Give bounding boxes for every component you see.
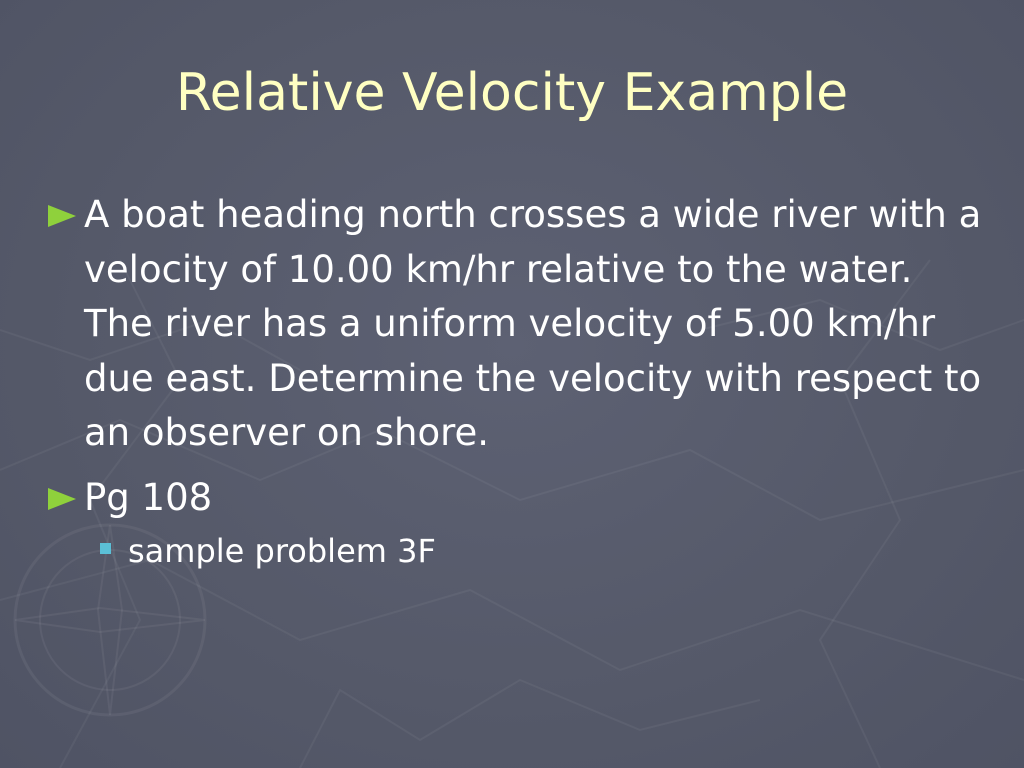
slide-content [48,188,988,573]
green-triangle-arrow-icon [48,205,76,227]
green-triangle-arrow-icon [48,488,76,510]
bullet-item [48,471,988,526]
subbullet-item [100,529,988,573]
blue-square-icon [100,543,111,554]
slide-title: Relative Velocity Example [175,63,849,123]
subbullet-text: sample problem 3F [128,532,436,570]
bullet-text: A boat heading north crosses a wide river with a velocity of 10.00 km/hr relative to the water. The river has a uniform velocity of 5.00 km/hr due east. Determine the velocity with respect to an observer on shore. [84,193,982,454]
bullet-item [48,188,988,461]
bullet-text: Pg 108 [84,475,213,519]
